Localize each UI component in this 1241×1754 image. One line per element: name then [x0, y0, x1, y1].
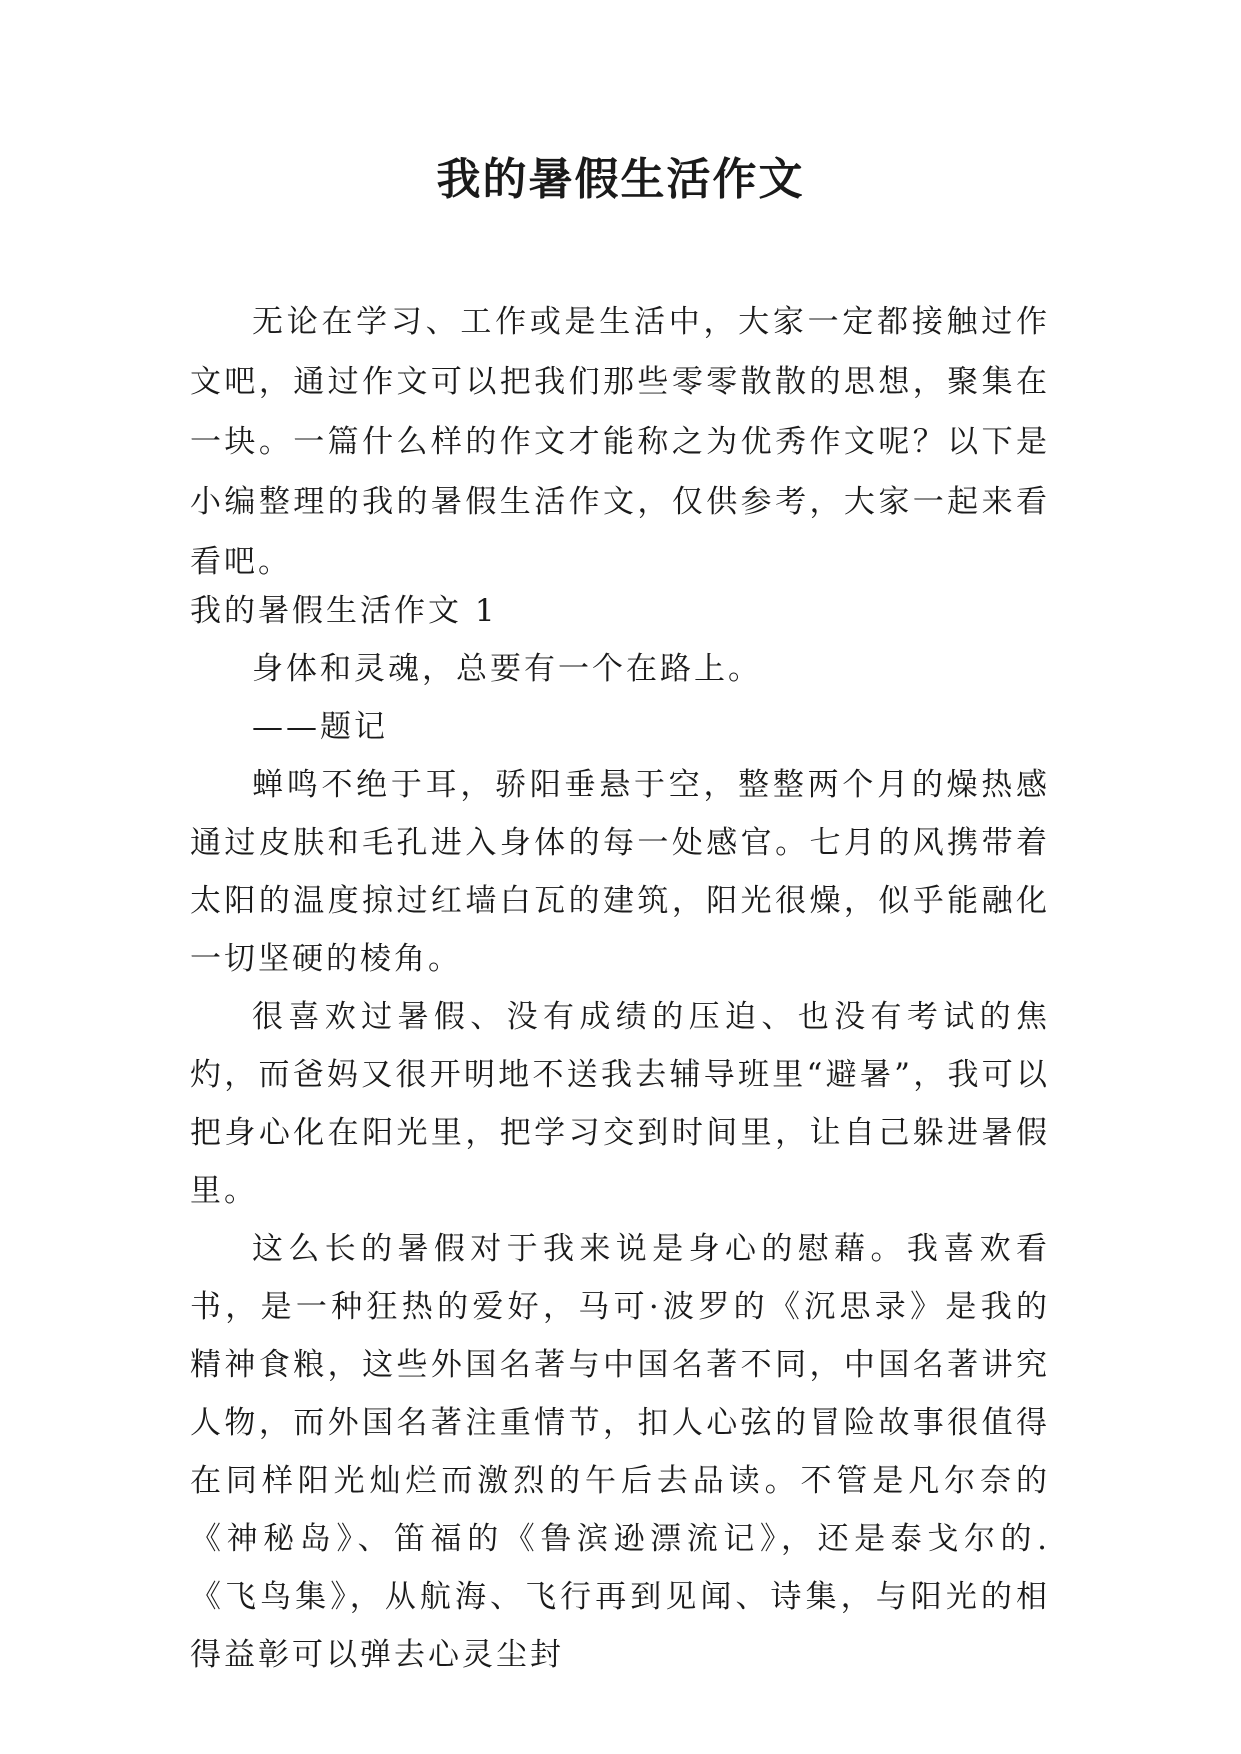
epigraph: 身体和灵魂，总要有一个在路上。 [252, 651, 762, 687]
essay-body [190, 582, 1050, 1684]
section-heading: 我的暑假生活作文 1 [190, 593, 498, 629]
essay-paragraph: 很喜欢过暑假、没有成绩的压迫、也没有考试的焦灼，而爸妈又很开明地不送我去辅导班里“避暑”，我可以把身心化在阳光里，把学习交到时间里，让自己躲进暑假里。 [190, 999, 1050, 1209]
intro-paragraph: 无论在学习、工作或是生活中，大家一定都接触过作文吧，通过作文可以把我们那些零零散散的思想，聚集在一块。一篇什么样的作文才能称之为优秀作文呢？以下是小编整理的我的暑假生活作文，仅供参考，大家一起来看看吧。 [190, 304, 1050, 580]
essay-paragraph: 蝉鸣不绝于耳，骄阳垂悬于空，整整两个月的燥热感通过皮肤和毛孔进入身体的每一处感官。七月的风携带着太阳的温度掠过红墙白瓦的建筑，阳光很燥，似乎能融化一切坚硬的棱角。 [190, 767, 1050, 977]
intro-block [190, 292, 1050, 592]
epigraph-source: ——题记 [252, 709, 388, 745]
essay-paragraph: 这么长的暑假对于我来说是身心的慰藉。我喜欢看书，是一种狂热的爱好，马可·波罗的《沉思录》是我的精神食粮，这些外国名著与中国名著不同，中国名著讲究人物，而外国名著注重情节，扣人心弦的冒险故事很值得在同样阳光灿烂而激烈的午后去品读。不管是凡尔奈的《神秘岛》、笛福的《鲁滨逊漂流记》，还是泰戈尔的.《飞鸟集》，从航海、飞行再到见闻、诗集，与阳光的相得益彰可以弹去心灵尘封 [190, 1231, 1050, 1673]
document-title: 我的暑假生活作文 [436, 154, 805, 205]
